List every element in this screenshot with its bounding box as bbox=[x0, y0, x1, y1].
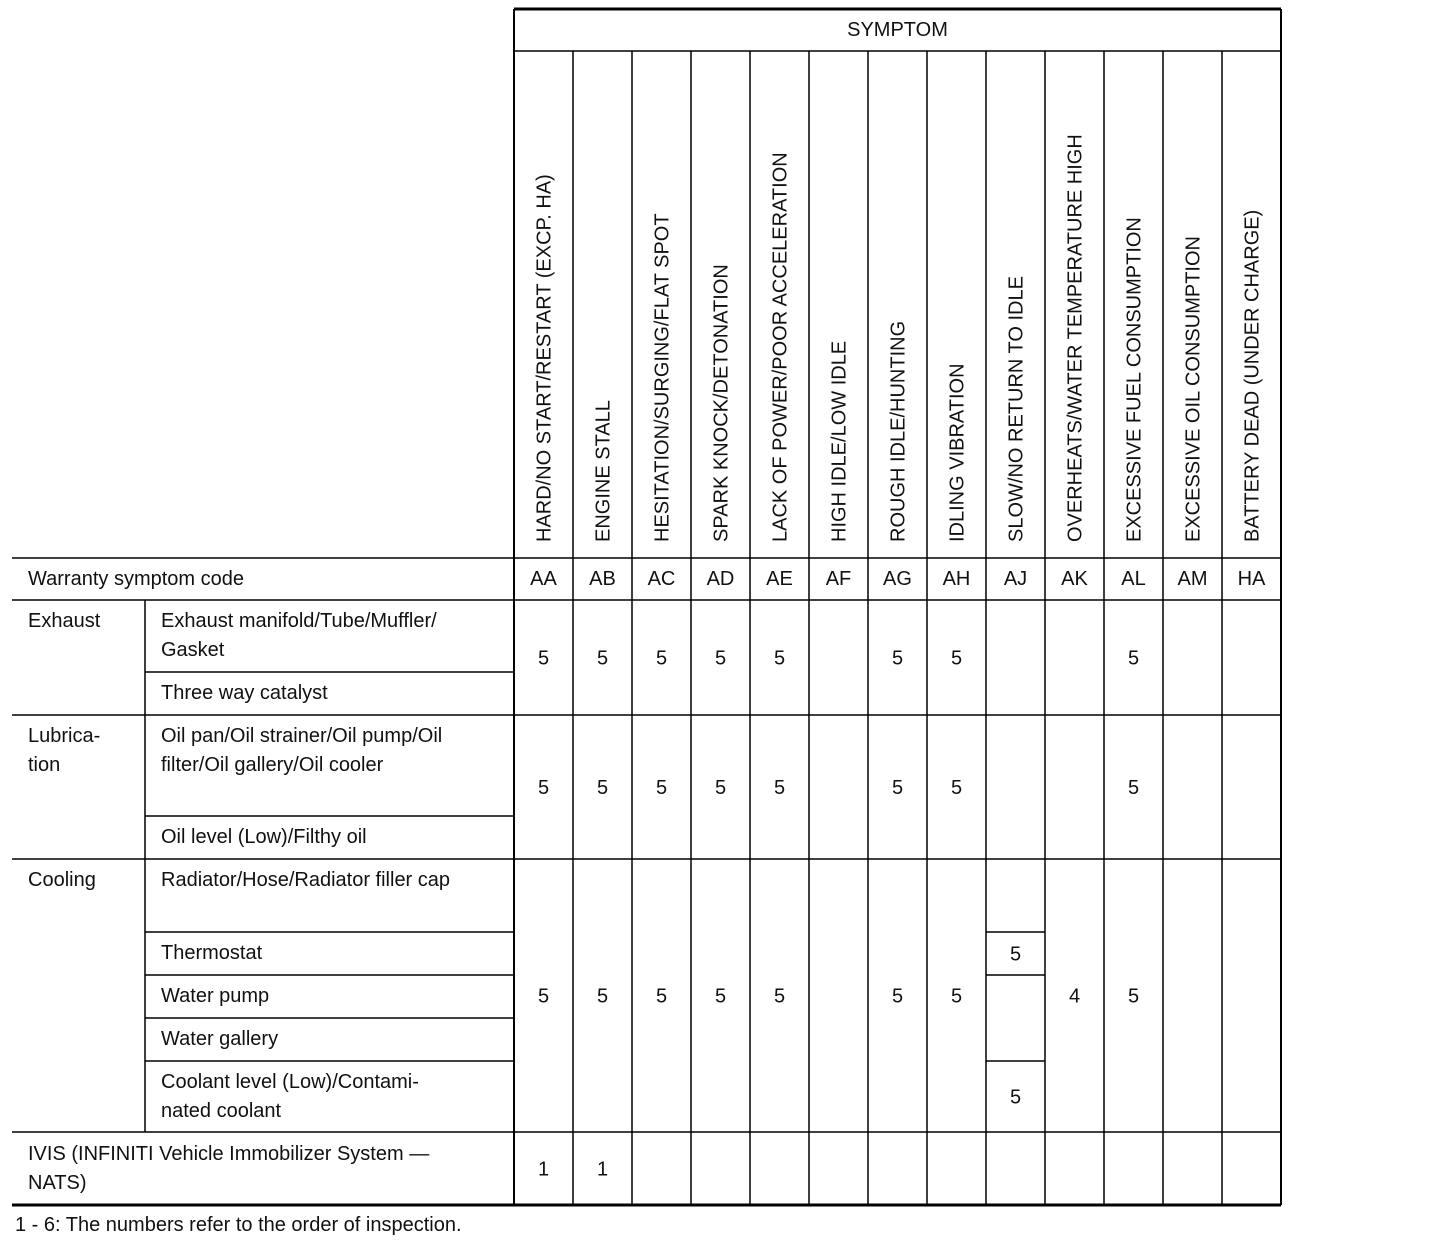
symptom-column-header: IDLING VIBRATION bbox=[946, 363, 969, 542]
rating-value: 5 bbox=[1009, 943, 1022, 966]
symptom-column-header: SPARK KNOCK/DETONATION bbox=[710, 264, 733, 542]
ivis-label: IVIS (INFINITI Vehicle Immobilizer System — bbox=[28, 1143, 430, 1165]
item-label: Radiator/Hose/Radiator filler cap bbox=[161, 869, 451, 891]
item-label: Thermostat bbox=[161, 942, 263, 964]
warranty-code: AC bbox=[647, 568, 676, 590]
rating-value: 5 bbox=[714, 647, 727, 670]
symptom-column-header: OVERHEATS/WATER TEMPERATURE HIGH bbox=[1064, 134, 1087, 542]
symptom-column-header: BATTERY DEAD (UNDER CHARGE) bbox=[1241, 209, 1264, 542]
rating-value: 5 bbox=[596, 985, 609, 1008]
item-label: Coolant level (Low)/Contami- bbox=[161, 1071, 419, 1093]
rating-value: 5 bbox=[891, 777, 904, 799]
rating-value: 5 bbox=[714, 777, 727, 799]
item-label: nated coolant bbox=[161, 1100, 282, 1122]
item-label: Oil level (Low)/Filthy oil bbox=[161, 826, 367, 848]
rating-value: 5 bbox=[537, 647, 550, 670]
rating-value: 5 bbox=[655, 777, 668, 799]
item-label: Water gallery bbox=[161, 1028, 279, 1050]
symptom-column-header: LACK OF POWER/POOR ACCELERATION bbox=[769, 152, 792, 542]
symptom-column-header: HARD/NO START/RESTART (EXCP. HA) bbox=[533, 174, 556, 542]
item-label: Three way catalyst bbox=[161, 682, 328, 704]
rating-value: 5 bbox=[891, 647, 904, 670]
warranty-code: HA bbox=[1237, 568, 1266, 590]
rating-value: 5 bbox=[891, 985, 904, 1008]
rating-value: 5 bbox=[596, 647, 609, 670]
warranty-code: AJ bbox=[1003, 568, 1028, 590]
warranty-label: Warranty symptom code bbox=[28, 568, 244, 590]
item-label: Oil pan/Oil strainer/Oil pump/Oil bbox=[161, 725, 443, 747]
footnote: 1 - 6: The numbers refer to the order of inspection. bbox=[15, 1214, 462, 1236]
rating-value: 5 bbox=[537, 985, 550, 1008]
item-label: Exhaust manifold/Tube/Muffler/ bbox=[161, 610, 437, 632]
rating-value: 5 bbox=[596, 777, 609, 799]
rating-value: 5 bbox=[1127, 647, 1140, 670]
warranty-code: AG bbox=[883, 568, 912, 590]
group-name: Exhaust bbox=[28, 610, 101, 632]
rating-value: 1 bbox=[596, 1158, 609, 1181]
rating-value: 4 bbox=[1068, 985, 1081, 1008]
warranty-code: AM bbox=[1177, 568, 1208, 590]
rating-value: 5 bbox=[1127, 985, 1140, 1008]
symptom-column-header: EXCESSIVE OIL CONSUMPTION bbox=[1182, 236, 1205, 542]
rating-value: 5 bbox=[950, 777, 963, 799]
item-label: Water pump bbox=[161, 985, 270, 1007]
group-name: Cooling bbox=[28, 869, 96, 891]
rating-value: 5 bbox=[1127, 777, 1140, 799]
rating-value: 5 bbox=[537, 777, 550, 799]
symptom-column-header: SLOW/NO RETURN TO IDLE bbox=[1005, 276, 1028, 542]
rating-value: 5 bbox=[773, 985, 786, 1008]
symptom-column-header: HIGH IDLE/LOW IDLE bbox=[828, 340, 851, 542]
rating-value: 5 bbox=[950, 985, 963, 1008]
symptom-column-header: HESITATION/SURGING/FLAT SPOT bbox=[651, 213, 674, 542]
warranty-code: AH bbox=[942, 568, 971, 590]
rating-value: 5 bbox=[714, 985, 727, 1008]
symptom-column-header: EXCESSIVE FUEL CONSUMPTION bbox=[1123, 217, 1146, 542]
rating-value: 5 bbox=[655, 647, 668, 670]
symptom-column-header: ENGINE STALL bbox=[592, 400, 615, 542]
rating-value: 5 bbox=[655, 985, 668, 1008]
rating-value: 5 bbox=[773, 777, 786, 799]
group-name: tion bbox=[28, 754, 61, 776]
warranty-code: AA bbox=[530, 568, 557, 590]
group-name: Lubrica- bbox=[28, 725, 101, 747]
rating-value: 1 bbox=[537, 1158, 550, 1181]
warranty-code: AE bbox=[766, 568, 793, 590]
rating-value: 5 bbox=[773, 647, 786, 670]
warranty-code: AK bbox=[1061, 568, 1088, 590]
item-label: Gasket bbox=[161, 639, 225, 661]
rating-value: 5 bbox=[1009, 1086, 1022, 1109]
symptom-header: SYMPTOM bbox=[847, 19, 948, 41]
warranty-code: AL bbox=[1121, 568, 1146, 590]
item-label: filter/Oil gallery/Oil cooler bbox=[161, 754, 384, 776]
symptom-column-header: ROUGH IDLE/HUNTING bbox=[887, 320, 910, 542]
warranty-code: AD bbox=[706, 568, 735, 590]
warranty-code: AF bbox=[825, 568, 852, 590]
warranty-code: AB bbox=[589, 568, 616, 590]
ivis-label: NATS) bbox=[28, 1172, 87, 1194]
rating-value: 5 bbox=[950, 647, 963, 670]
